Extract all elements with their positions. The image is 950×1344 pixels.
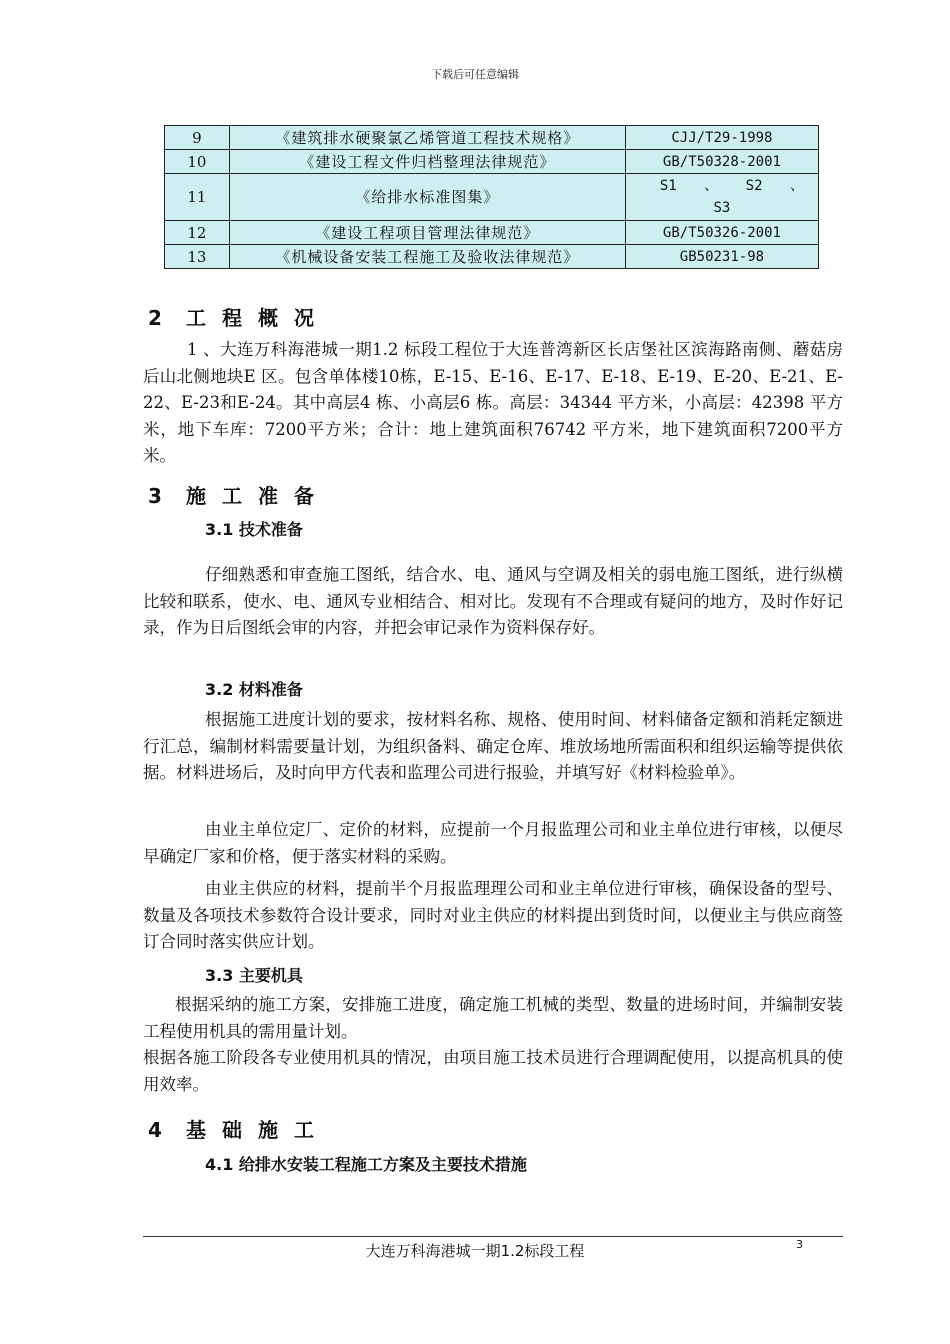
subsection-3-1-paragraph: 仔细熟悉和审查施工图纸，结合水、电、通风与空调及相关的弱电施工图纸，进行纵横比较和联系，使水、电、通风专业相结合、相对比。发现有不合理或有疑问的地方，及时作好记录，作为日后图纸会审的内容，并把会审记录作为资料保存好。	[143, 565, 843, 637]
row-number: 9	[165, 126, 230, 150]
section-number: 4	[148, 1118, 164, 1142]
subsection-3-1-title: 3.1 技术准备	[205, 520, 303, 539]
section-2-paragraph: 1 、大连万科海港城一期1.2 标段工程位于大连普湾新区长店堡社区滨海路南侧、蘑菇房后山北侧地块E 区。包含单体楼10栋，E-15、E-16、E-17、E-18、E-19、E-20、E-21、E-22、E-23和E-24。其中高层4 栋、小高层6 栋。高层：34344 平方米，小高层：42398 平方米，地下车库：7200平方米；合计：地上建筑面积76742 平方米，地下建筑面积7200平方米。	[143, 340, 843, 465]
code-separator: 、	[704, 178, 719, 194]
section-2-heading	[148, 302, 330, 331]
subsection-3-3-paragraph-1: 根据采纳的施工方案，安排施工进度，确定施工机械的类型、数量的进场时间，并编制安装工程使用机具的需用量计划。	[143, 995, 843, 1041]
row-number: 10	[165, 150, 230, 174]
footer-divider	[143, 1236, 843, 1237]
standard-code: GB/T50326-2001	[625, 221, 818, 245]
standards-table	[164, 125, 819, 269]
subsection-4-1-title: 4.1 给排水安装工程施工方案及主要技术措施	[205, 1155, 527, 1174]
subsection-3-2-paragraph-3: 由业主供应的材料，提前半个月报监理理公司和业主单位进行审核，确保设备的型号、数量及各项技术参数符合设计要求，同时对业主供应的材料提出到货时间，以便业主与供应商签订合同时落实供应计划。	[143, 879, 843, 951]
table-row	[165, 126, 819, 150]
code-separator: 、	[789, 178, 804, 194]
header-note: 下载后可任意编辑	[431, 68, 519, 81]
code-part: S2	[745, 178, 763, 194]
subsection-3-2-title: 3.2 材料准备	[205, 680, 303, 699]
standard-name: 《建设工程项目管理法律规范》	[229, 221, 625, 245]
section-title: 施工准备	[186, 484, 330, 508]
standard-name: 《机械设备安装工程施工及验收法律规范》	[229, 245, 625, 269]
subsection-3-3-paragraph-2: 根据各施工阶段各专业使用机具的情况，由项目施工技术员进行合理调配使用，以提高机具的使用效率。	[143, 1048, 843, 1094]
section-number: 2	[148, 306, 164, 330]
section-number: 3	[148, 484, 164, 508]
standard-code	[625, 174, 818, 221]
code-part: S1	[659, 178, 677, 194]
subsection-3-2-paragraph-2: 由业主单位定厂、定价的材料，应提前一个月报监理公司和业主单位进行审核，以便尽早确定厂家和价格，便于落实材料的采购。	[143, 820, 843, 866]
standard-name: 《建筑排水硬聚氯乙烯管道工程技术规格》	[229, 126, 625, 150]
standard-name: 《给排水标准图集》	[229, 174, 625, 221]
row-number: 13	[165, 245, 230, 269]
table-row	[165, 174, 819, 221]
footer-title: 大连万科海港城一期1.2标段工程	[365, 1242, 585, 1260]
section-4-heading	[148, 1114, 330, 1143]
standard-code: GB/T50328-2001	[625, 150, 818, 174]
standard-name: 《建设工程文件归档整理法律规范》	[229, 150, 625, 174]
section-3-heading	[148, 480, 330, 509]
subsection-3-2-paragraph-1: 根据施工进度计划的要求，按材料名称、规格、使用时间、材料储备定额和消耗定额进行汇总，编制材料需要量计划，为组织备料、确定仓库、堆放场地所需面积和组织运输等提供依据。材料进场后，及时向甲方代表和监理公司进行报验，并填写好《材料检验单》。	[143, 710, 843, 782]
row-number: 11	[165, 174, 230, 221]
code-part: S3	[713, 200, 731, 216]
page-number: 3	[796, 1238, 803, 1251]
standard-code: CJJ/T29-1998	[625, 126, 818, 150]
row-number: 12	[165, 221, 230, 245]
table-row	[165, 245, 819, 269]
section-title: 基础施工	[186, 1118, 330, 1142]
table-row	[165, 221, 819, 245]
table-row	[165, 150, 819, 174]
subsection-3-3-title: 3.3 主要机具	[205, 966, 303, 985]
section-title: 工程概况	[186, 306, 330, 330]
standard-code: GB50231-98	[625, 245, 818, 269]
